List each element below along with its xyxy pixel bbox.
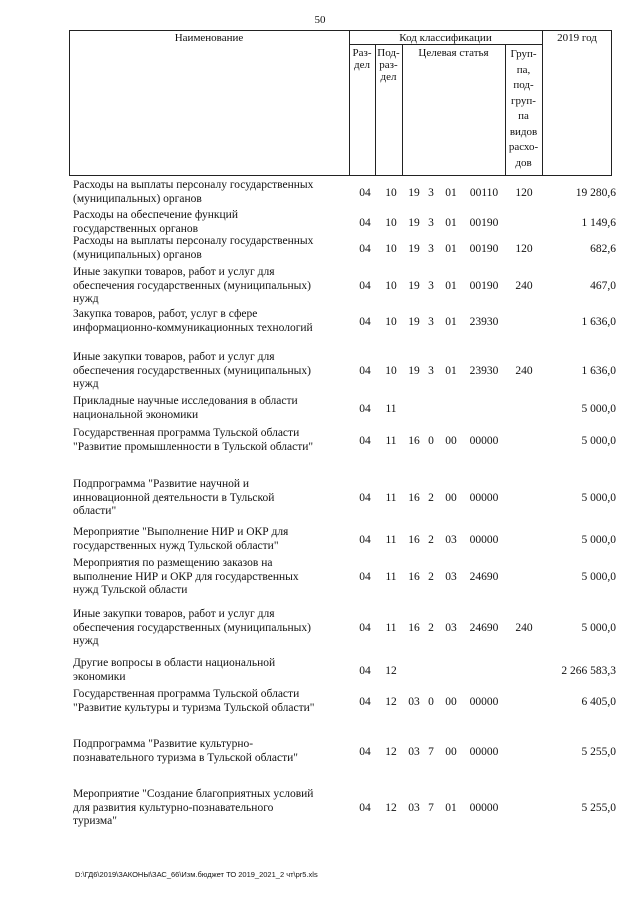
row-name-line: нужд Тульской области [73,584,188,596]
row-code-c3: 01 [445,187,457,199]
row-code-c2: 2 [428,622,434,634]
row-code-rz: 04 [359,435,371,447]
row-name [73,427,353,454]
row-name [73,478,353,519]
row-code-c4: 00000 [469,534,499,546]
row-code-c2: 7 [428,746,434,758]
row-code-c2: 0 [428,696,434,708]
row-name [73,657,353,684]
row-code-rz: 04 [359,746,371,758]
row-name-line: Расходы на выплаты персоналу государственных [73,179,314,191]
file-path-footer: D:\ГД6\2019\ЗАКОНЫ\ЗАС_66\Изм.бюджет ТО 2019_2021_2 чт\pr5.xls [75,870,318,879]
row-code-c4: 23930 [469,316,499,328]
row-name [73,308,353,335]
row-code-c2: 7 [428,802,434,814]
row-amount: 6 405,0 [581,696,616,708]
row-code-c1: 03 [408,746,420,758]
table-row [0,266,640,308]
row-code-vr: 120 [515,187,533,199]
row-amount: 5 000,0 [581,492,616,504]
row-code-pr: 10 [385,280,397,292]
row-code-c4: 00190 [469,243,499,255]
row-name [73,266,353,307]
row-code-rz: 04 [359,492,371,504]
row-code-c1: 19 [408,243,420,255]
row-name [73,179,353,206]
row-code-pr: 11 [385,571,397,583]
row-code-c3: 01 [445,365,457,377]
row-code-c2: 3 [428,243,434,255]
header-razdel: Раз- дел [352,47,372,71]
row-code-vr: 240 [515,622,533,634]
row-code-pr: 12 [385,746,397,758]
row-name-line: Расходы на выплаты персоналу государственных [73,235,314,247]
row-name [73,351,353,392]
row-name-line: "Развитие промышленности в Тульской области" [73,440,314,453]
row-code-c3: 00 [445,746,457,758]
row-name-line: для развития культурно-познавательного [73,801,274,814]
row-code-rz: 04 [359,187,371,199]
row-code-c4: 00190 [469,217,499,229]
row-code-c3: 03 [445,571,457,583]
row-name-line: Подпрограмма "Развитие культурно- [73,738,254,750]
row-code-c2: 2 [428,492,434,504]
row-code-pr: 10 [385,243,397,255]
row-code-c3: 03 [445,622,457,634]
row-code-rz: 04 [359,802,371,814]
row-name-line: Государственная программа Тульской области [73,427,300,439]
row-name-line: экономики [73,670,126,683]
row-code-c4: 00000 [469,696,499,708]
row-code-vr: 240 [515,365,533,377]
row-code-rz: 04 [359,217,371,229]
row-code-c3: 01 [445,243,457,255]
row-code-rz: 04 [359,316,371,328]
header-celevaya: Целевая статья [418,47,489,59]
row-code-pr: 11 [385,403,397,415]
row-amount: 2 266 583,3 [561,665,616,677]
row-name-line: (муниципальных) органов [73,192,202,205]
row-code-pr: 11 [385,534,397,546]
row-name-line: государственных нужд Тульской области" [73,539,279,552]
row-name [73,209,353,236]
row-code-c4: 00000 [469,435,499,447]
page-number: 50 [314,14,326,26]
row-code-rz: 04 [359,365,371,377]
row-name-line: выполнение НИР и ОКР для государственных [73,570,299,583]
row-name [73,608,353,649]
row-code-pr: 10 [385,187,397,199]
table-row [0,688,640,716]
header-name: Наименование [174,32,244,44]
row-name [73,557,353,598]
row-code-c1: 19 [408,280,420,292]
row-code-c3: 01 [445,280,457,292]
row-amount: 1 636,0 [581,365,616,377]
row-name-line: обеспечения государственных (муниципальных) [73,621,311,634]
row-name-line: информационно-коммуникационных технологий [73,321,313,334]
table-header [69,30,612,176]
row-code-c2: 3 [428,280,434,292]
row-code-c1: 19 [408,365,420,377]
row-code-c3: 00 [445,696,457,708]
row-code-c3: 00 [445,435,457,447]
row-name-line: Мероприятие "Выполнение НИР и ОКР для [73,526,289,538]
table-row [0,557,640,599]
row-code-pr: 12 [385,802,397,814]
row-code-rz: 04 [359,696,371,708]
row-amount: 5 255,0 [581,802,616,814]
row-amount: 1 636,0 [581,316,616,328]
row-name-line: области" [73,505,117,517]
row-code-c1: 16 [408,571,420,583]
row-name-line: инновационной деятельности в Тульской [73,491,275,504]
row-code-rz: 04 [359,534,371,546]
row-code-c2: 3 [428,217,434,229]
table-row [0,308,640,336]
row-code-c4: 24690 [469,622,499,634]
table-row [0,738,640,766]
row-name-line: государственных органов [73,222,199,235]
row-name-line: "Развитие культуры и туризма Тульской области" [73,701,315,714]
row-code-c2: 3 [428,316,434,328]
table-row [0,788,640,830]
row-name-line: Закупка товаров, работ, услуг в сфере [73,308,258,320]
header-gruppa: Груп- па, под- груп- па видов расхо- дов [508,48,539,169]
row-name-line: Мероприятия по размещению заказов на [73,557,273,569]
row-amount: 1 149,6 [581,217,616,229]
row-code-rz: 04 [359,665,371,677]
row-code-rz: 04 [359,280,371,292]
row-code-c4: 23930 [469,365,499,377]
table-row [0,179,640,207]
row-name-line: Иные закупки товаров, работ и услуг для [73,266,275,278]
row-name-line: обеспечения государственных (муниципальных) [73,279,311,292]
row-code-c4: 24690 [469,571,499,583]
row-code-c1: 16 [408,435,420,447]
row-code-pr: 11 [385,622,397,634]
row-code-pr: 11 [385,435,397,447]
row-code-c4: 00000 [469,802,499,814]
row-code-c2: 0 [428,435,434,447]
table-row [0,427,640,455]
row-code-pr: 11 [385,492,397,504]
row-code-c2: 2 [428,571,434,583]
row-code-c3: 03 [445,534,457,546]
row-amount: 5 000,0 [581,622,616,634]
row-name-line: Государственная программа Тульской области [73,688,300,700]
row-code-vr: 240 [515,280,533,292]
header-year: 2019 год [557,32,597,44]
row-name-line: (муниципальных) органов [73,248,202,261]
row-name-line: Прикладные научные исследования в области [73,395,298,407]
row-name-line: Другие вопросы в области национальной [73,657,276,669]
row-name-line: национальной экономики [73,408,199,421]
row-code-rz: 04 [359,571,371,583]
header-podrazdel: Под- раз- дел [377,47,400,83]
row-name-line: нужд [73,293,99,305]
row-code-c3: 01 [445,316,457,328]
row-code-c1: 19 [408,187,420,199]
row-amount: 5 000,0 [581,534,616,546]
row-name-line: нужд [73,635,99,647]
row-amount: 5 000,0 [581,403,616,415]
row-name-line: нужд [73,378,99,390]
row-code-vr: 120 [515,243,533,255]
row-name-line: познавательного туризма в Тульской области" [73,751,298,764]
row-code-c4: 00000 [469,746,499,758]
row-amount: 5 000,0 [581,435,616,447]
row-name [73,688,353,715]
row-code-c3: 00 [445,492,457,504]
row-name-line: туризма" [73,815,117,827]
row-code-c1: 03 [408,802,420,814]
table-row [0,235,640,263]
row-code-c4: 00110 [469,187,499,199]
row-code-c1: 16 [408,622,420,634]
row-amount: 5 255,0 [581,746,616,758]
row-code-pr: 12 [385,696,397,708]
row-name [73,788,353,829]
row-amount: 682,6 [590,243,616,255]
row-code-c1: 19 [408,217,420,229]
row-code-c4: 00190 [469,280,499,292]
row-name [73,395,353,422]
table-row [0,395,640,423]
row-code-c2: 3 [428,187,434,199]
row-name [73,526,353,553]
row-code-pr: 10 [385,365,397,377]
table-row [0,608,640,650]
row-amount: 467,0 [590,280,616,292]
header-code: Код классификации [399,32,492,44]
row-code-pr: 10 [385,217,397,229]
row-code-c3: 01 [445,802,457,814]
table-row [0,526,640,554]
row-name-line: Иные закупки товаров, работ и услуг для [73,351,275,363]
row-code-c4: 00000 [469,492,499,504]
row-code-c2: 3 [428,365,434,377]
row-code-c1: 03 [408,696,420,708]
row-code-rz: 04 [359,243,371,255]
table-row [0,209,640,237]
row-code-pr: 10 [385,316,397,328]
row-name [73,738,353,765]
row-code-c1: 19 [408,316,420,328]
row-code-c3: 01 [445,217,457,229]
row-code-rz: 04 [359,622,371,634]
row-name-line: Мероприятие "Создание благоприятных условий [73,788,314,800]
row-code-c1: 16 [408,534,420,546]
row-name-line: Подпрограмма "Развитие научной и [73,478,250,490]
row-name-line: Расходы на обеспечение функций [73,209,238,221]
row-amount: 5 000,0 [581,571,616,583]
table-row [0,657,640,685]
row-code-c2: 2 [428,534,434,546]
table-row [0,478,640,520]
row-name-line: обеспечения государственных (муниципальных) [73,364,311,377]
row-name-line: Иные закупки товаров, работ и услуг для [73,608,275,620]
row-amount: 19 280,6 [575,187,616,199]
row-code-c1: 16 [408,492,420,504]
row-name [73,235,353,262]
table-row [0,351,640,393]
row-code-rz: 04 [359,403,371,415]
row-code-pr: 12 [385,665,397,677]
